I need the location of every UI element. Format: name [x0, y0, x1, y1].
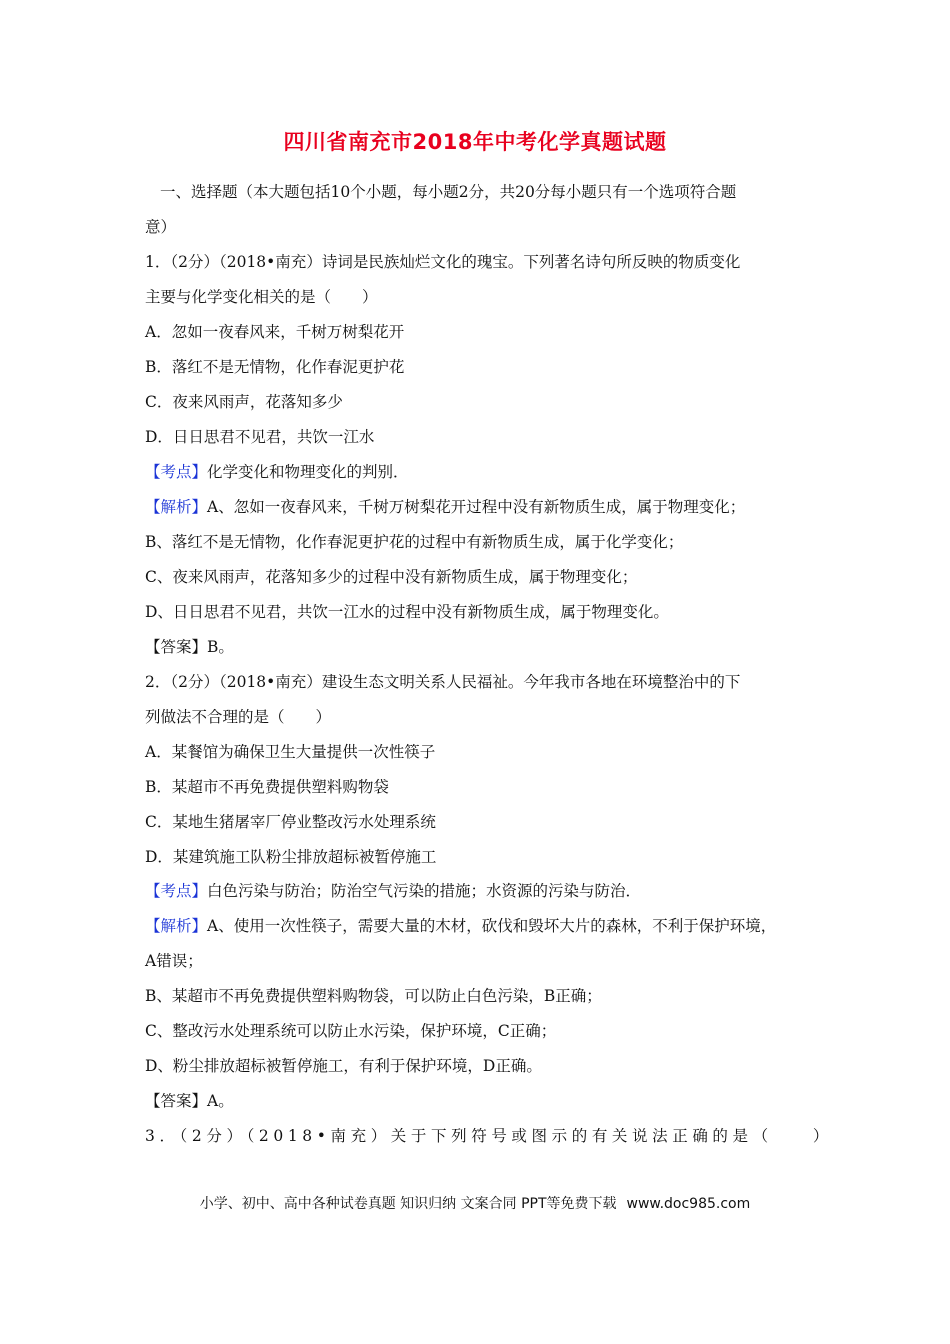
q2-answer	[145, 1091, 234, 1111]
q1-kaodian	[145, 462, 409, 482]
q1-jiexi-line1: A、忽如一夜春风来，千树万树梨花开过程中没有新物质生成，属于物理变化；	[207, 498, 746, 516]
page-footer	[0, 1193, 950, 1213]
daan-label: 【答案】	[145, 1092, 208, 1110]
q1-option-d: D．日日思君不见君，共饮一江水	[145, 428, 375, 446]
kaodian-label: 【考点】	[145, 882, 208, 900]
q1-jiexi	[145, 497, 745, 517]
q2-kaodian	[145, 881, 641, 901]
document-title: 四川省南充市2018年中考化学真题试题	[283, 130, 667, 154]
q1-jiexi-line2: B、落红不是无情物，化作春泥更护花的过程中有新物质生成，属于化学变化；	[145, 533, 684, 551]
q1-answer-text: B。	[207, 638, 234, 656]
footer-url: www.doc985.com	[626, 1196, 751, 1212]
q2-jiexi	[145, 916, 776, 936]
q3-stem-line1: 3．（2分）（2018•南充）关于下列符号或图示的有关说法正确的是（ ）	[145, 1127, 834, 1145]
q2-option-d: D．某建筑施工队粉尘排放超标被暂停施工	[145, 848, 437, 866]
q2-kaodian-text: 白色污染与防治；防治空气污染的措施；水资源的污染与防治．	[207, 882, 642, 900]
q2-jiexi-line4: C、整改污水处理系统可以防止水污染，保护环境，C正确；	[145, 1022, 557, 1040]
section-heading-line1: 一、选择题（本大题包括10个小题，每小题2分，共20分每小题只有一个选项符合题	[160, 183, 737, 201]
q1-option-b: B．落红不是无情物，化作春泥更护花	[145, 358, 405, 376]
footer-text: 小学、初中、高中各种试卷真题 知识归纳 文案合同 PPT等免费下载	[199, 1196, 617, 1212]
q1-option-a: A．忽如一夜春风来，千树万树梨花开	[145, 323, 405, 341]
daan-label: 【答案】	[145, 638, 208, 656]
q1-answer	[145, 637, 234, 657]
q1-stem-line1: 1．（2分）（2018•南充）诗词是民族灿烂文化的瑰宝。下列著名诗句所反映的物质变化	[145, 253, 741, 271]
jiexi-label: 【解析】	[145, 917, 208, 935]
q1-jiexi-line4: D、日日思君不见君，共饮一江水的过程中没有新物质生成，属于物理变化。	[145, 603, 669, 621]
q1-stem-line2: 主要与化学变化相关的是（ ）	[145, 288, 378, 306]
q2-option-b: B．某超市不再免费提供塑料购物袋	[145, 778, 389, 796]
q1-kaodian-text: 化学变化和物理变化的判别．	[207, 463, 409, 481]
q2-jiexi-line2: A错误；	[145, 952, 203, 970]
q1-jiexi-line3: C、夜来风雨声，花落知多少的过程中没有新物质生成，属于物理变化；	[145, 568, 638, 586]
q2-stem-line2: 列做法不合理的是（ ）	[145, 708, 332, 726]
q2-jiexi-line1: A、使用一次性筷子，需要大量的木材，砍伐和毁坏大片的森林，不利于保护环境，	[207, 917, 777, 935]
q1-option-c: C．夜来风雨声，花落知多少	[145, 393, 343, 411]
q2-option-a: A．某餐馆为确保卫生大量提供一次性筷子	[145, 743, 436, 761]
jiexi-label: 【解析】	[145, 498, 208, 516]
kaodian-label: 【考点】	[145, 463, 208, 481]
q2-option-c: C．某地生猪屠宰厂停业整改污水处理系统	[145, 813, 436, 831]
section-heading-line2: 意）	[145, 218, 177, 236]
q2-jiexi-line3: B、某超市不再免费提供塑料购物袋，可以防止白色污染，B正确；	[145, 987, 602, 1005]
q2-answer-text: A。	[207, 1092, 234, 1110]
q2-jiexi-line5: D、粉尘排放超标被暂停施工，有利于保护环境，D正确。	[145, 1057, 542, 1075]
q2-stem-line1: 2．（2分）（2018•南充）建设生态文明关系人民福祉。今年我市各地在环境整治中的下	[145, 673, 741, 691]
